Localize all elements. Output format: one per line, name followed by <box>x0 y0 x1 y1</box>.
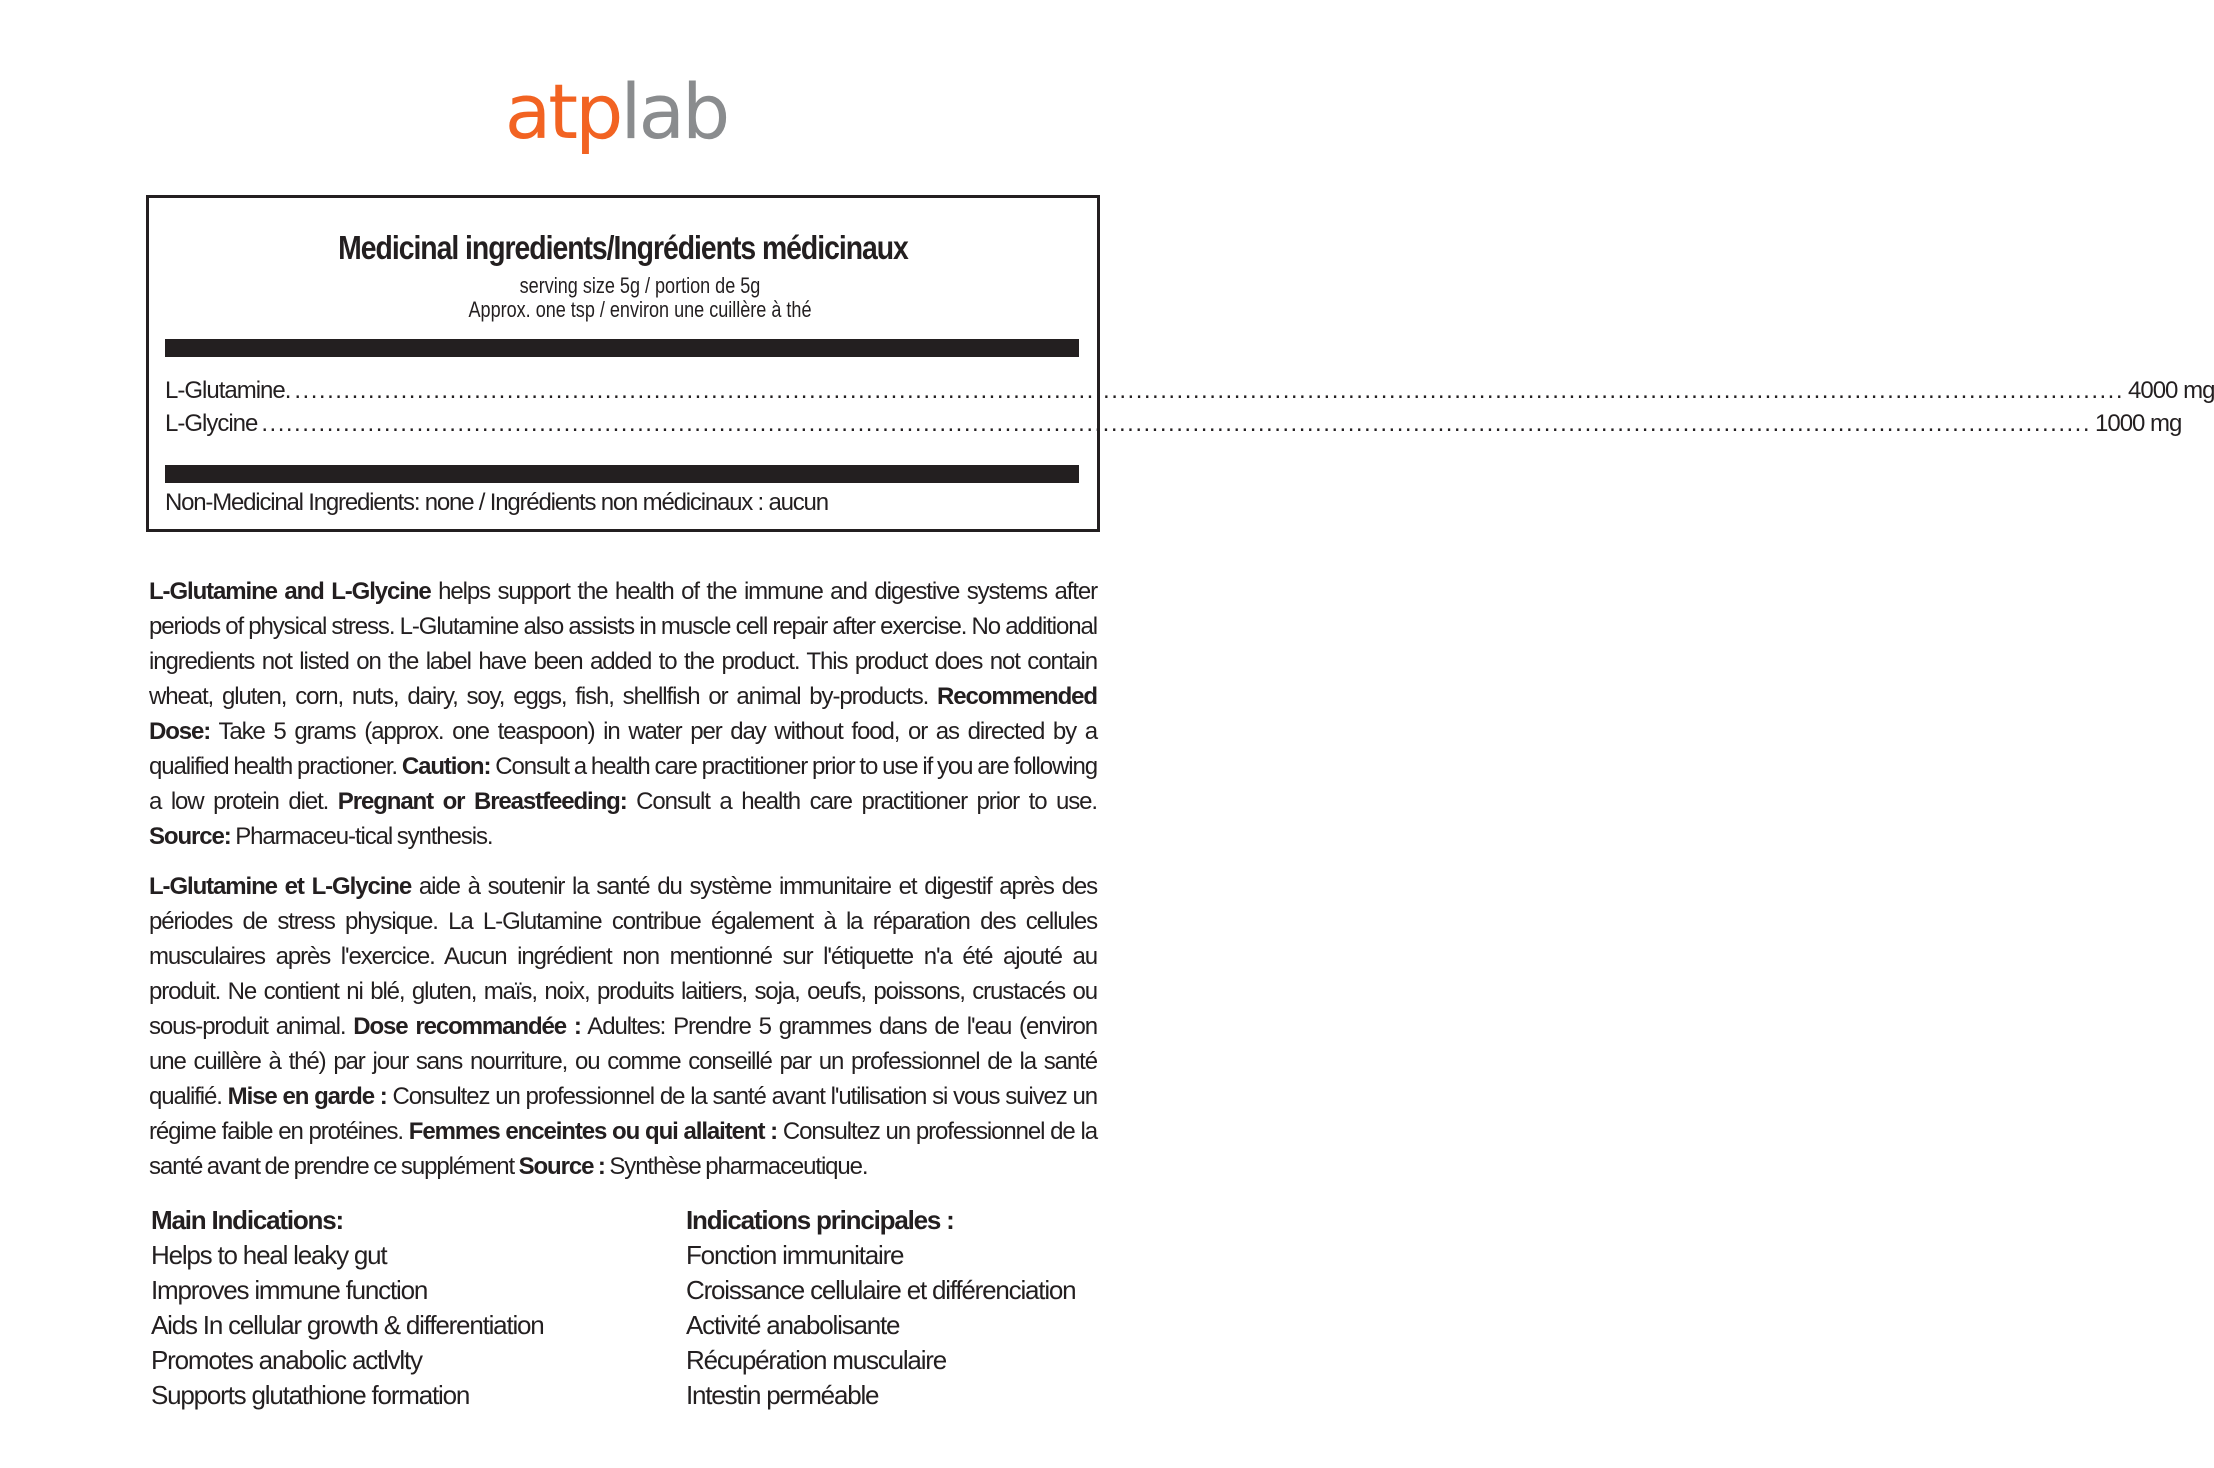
dose-recommandee-text: Adultes: Prendre 5 grammes dans de l'eau (environ une cuillère à thé) par jour sans nourriture, ou comme conseillé par un professionnel de la santé qualifié. <box>149 1013 1097 1110</box>
list-item: Aids In cellular growth & differentiation <box>151 1310 544 1340</box>
list-item: Récupération musculaire <box>686 1345 946 1375</box>
ingredient-amount: 4000 mg <box>2128 377 2214 404</box>
main-indications-fr <box>686 1203 1075 1413</box>
mise-en-garde-label: Mise en garde : <box>227 1083 387 1110</box>
caution-label: Caution: <box>401 753 491 780</box>
thick-divider-top <box>165 339 1079 357</box>
source-text: Pharmaceu-tical synthesis. <box>230 823 493 850</box>
product-name-en: L-Glutamine and L-Glycine <box>149 578 431 605</box>
brand-logo-lab: lab <box>620 67 728 156</box>
main-indications-en <box>151 1203 544 1413</box>
source-text-fr: Synthèse pharmaceutique. <box>604 1153 868 1180</box>
list-item: Fonction immunitaire <box>686 1240 904 1270</box>
english-description <box>149 574 1097 854</box>
description-text: helps support the health of the immune and digestive systems after periods of physical stress. L-Glutamine also assists in muscle cell repair after exercise. No additional ingredients not listed on the label have been added to the product. This product does not contain wheat, gluten, corn, nuts, dairy, soy, eggs, fish, shellfish or animal by-products. <box>149 578 1097 710</box>
indications-list <box>686 1238 1075 1413</box>
recommended-dose-text: Take 5 grams (approx. one teaspoon) in water per day without food, or as directed by a qualified health practioner. <box>149 718 1097 780</box>
ingredients-box-content <box>149 198 2214 529</box>
pregnant-text: Consult a health care practitioner prior to use. <box>626 788 1097 815</box>
caution-text: Consult a health care practitioner prior to use if you are following a low protein diet. <box>149 753 1097 815</box>
non-medicinal-ingredients: Non-Medicinal Ingredients: none / Ingrédients non médicinaux : aucun <box>165 489 828 516</box>
serving-size: serving size 5g / portion de 5g <box>519 273 761 298</box>
dot-leader: ................................................................................................................................................................................................................................ <box>294 377 2125 404</box>
list-item: Supports glutathione formation <box>151 1380 470 1410</box>
brand-logo <box>0 62 1232 162</box>
ingredients-title: Medicinal ingredients/Ingrédients médicinaux <box>338 229 908 266</box>
recommended-dose-label: Recommended Dose: <box>149 683 1097 745</box>
source-label: Source: <box>149 823 231 850</box>
dot-leader: ................................................................................................................................................................................................................................ <box>261 410 2091 437</box>
list-item: Croissance cellulaire et différenciation <box>686 1275 1076 1305</box>
approx-serving: Approx. one tsp / environ une cuillère à thé <box>468 297 812 322</box>
list-item: Helps to heal leaky gut <box>151 1240 387 1270</box>
pregnant-label: Pregnant or Breastfeeding: <box>337 788 627 815</box>
ingredient-name: L-Glutamine. <box>165 377 291 404</box>
product-name-fr: L-Glutamine et L-Glycine <box>149 873 412 900</box>
indications-heading: Indications principales : <box>686 1205 954 1235</box>
mise-en-garde-text: Consultez un professionnel de la santé avant l'utilisation si vous suivez un régime faible en protéines. <box>149 1083 1097 1145</box>
list-item: Promotes anabolic actlvlty <box>151 1345 422 1375</box>
list-item: Improves immune function <box>151 1275 428 1305</box>
list-item: Activité anabolisante <box>686 1310 900 1340</box>
femmes-enceintes-text: Consultez un professionnel de la santé avant de prendre ce supplément <box>149 1118 1097 1180</box>
ingredient-row <box>165 409 2182 439</box>
brand-logo-atp: atp <box>504 67 621 156</box>
indications-heading: Main Indications: <box>151 1205 343 1235</box>
source-label-fr: Source : <box>518 1153 605 1180</box>
description-text: aide à soutenir la santé du système immunitaire et digestif après des périodes de stress physique. La L-Glutamine contribue également à la réparation des cellules musculaires après l'exercice. Aucun ingrédient non mentionné sur l'étiquette n'a été ajouté au produit. Ne contient ni blé, gluten, maïs, noix, produits laitiers, soja, oeufs, poissons, crustacés ou sous-produit animal. <box>149 873 1098 1040</box>
indications-list <box>151 1238 544 1413</box>
list-item: Intestin perméable <box>686 1380 879 1410</box>
french-description <box>149 869 1097 1184</box>
thick-divider-bottom <box>165 465 1079 483</box>
ingredient-row <box>165 376 2214 406</box>
ingredient-amount: 1000 mg <box>2095 410 2182 437</box>
ingredient-name: L-Glycine <box>165 410 258 437</box>
dose-recommandee-label: Dose recommandée : <box>353 1013 581 1040</box>
femmes-enceintes-label: Femmes enceintes ou qui allaitent : <box>408 1118 778 1145</box>
